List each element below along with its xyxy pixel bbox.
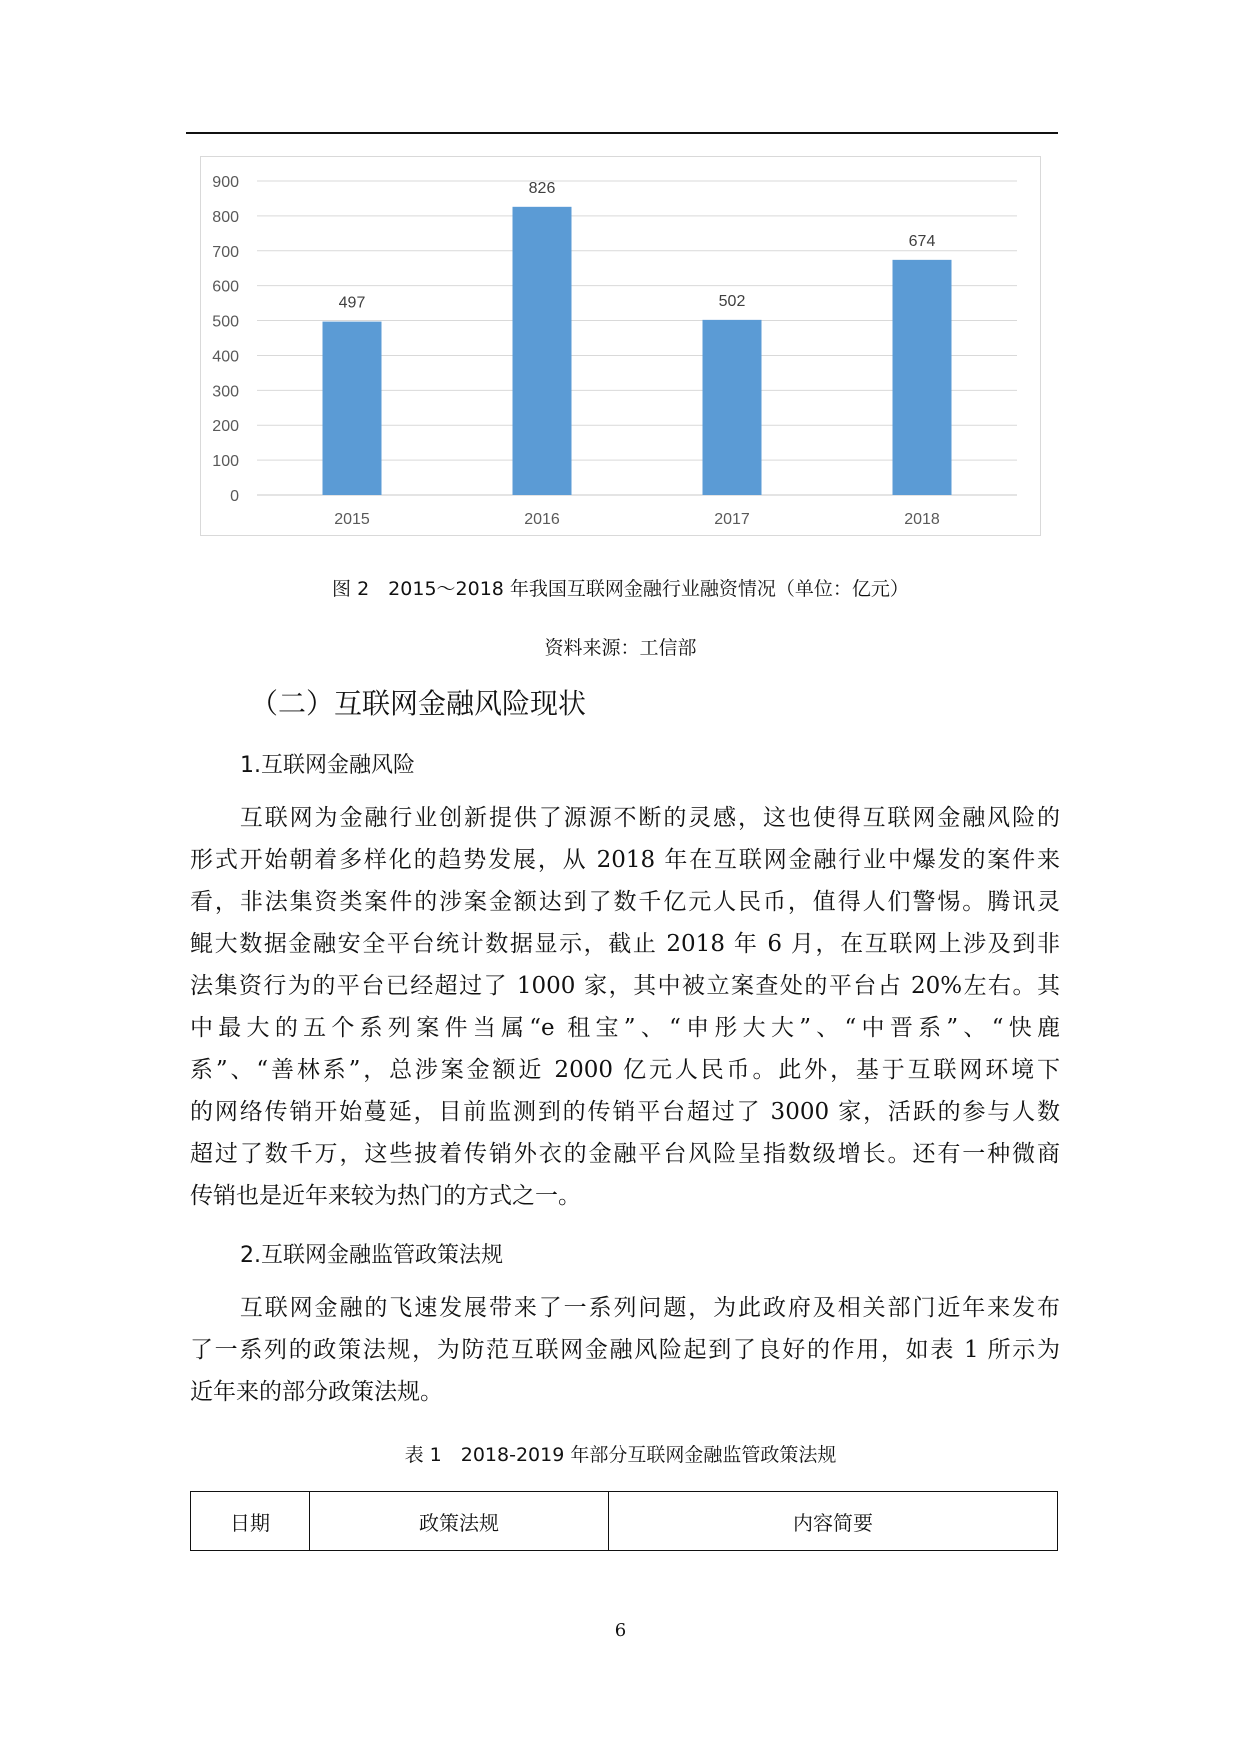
data-label: 497 (338, 294, 366, 312)
page-number: 6 (614, 1620, 627, 1641)
table-header-row (191, 1492, 1058, 1551)
subsection-heading-risk: 1.互联网金融风险 (240, 753, 415, 778)
bar (513, 207, 572, 495)
chart-canvas (201, 157, 1042, 537)
y-tick-label: 100 (212, 453, 239, 471)
paragraph-line: 了一系列的政策法规，为防范互联网金融风险起到了良好的作用，如表 1 所示为 (190, 1337, 1060, 1363)
policy-table (190, 1491, 1058, 1551)
paragraph-line: 的网络传销开始蔓延，目前监测到的传销平台超过了 3000 家，活跃的参与人数 (190, 1099, 1060, 1125)
bar (703, 320, 762, 495)
paragraph-line: 中最大的五个系列案件当属“e 租宝”、“申彤大大”、“中晋系”、“快鹿 (190, 1015, 1060, 1041)
x-tick-label: 2017 (714, 511, 750, 528)
paragraph-line: 近年来的部分政策法规。 (190, 1379, 443, 1405)
x-tick-label: 2018 (904, 511, 940, 528)
bar-chart (200, 156, 1041, 536)
y-tick-label: 600 (212, 278, 239, 296)
figure-source: 资料来源：工信部 (544, 637, 697, 659)
paragraph-regulation (190, 1287, 1060, 1413)
figure-caption: 图 2 2015～2018 年我国互联网金融行业融资情况（单位：亿元） (332, 578, 909, 600)
subsection-heading-regulation: 2.互联网金融监管政策法规 (240, 1243, 503, 1268)
header-rule (186, 132, 1058, 134)
y-tick-label: 200 (212, 418, 239, 436)
paragraph-risk (190, 797, 1060, 1217)
section-heading: （二）互联网金融风险现状 (250, 687, 587, 720)
paragraph-line: 形式开始朝着多样化的趋势发展，从 2018 年在互联网金融行业中爆发的案件来 (190, 847, 1060, 873)
data-label: 674 (908, 232, 936, 250)
paragraph-line: 传销也是近年来较为热门的方式之一。 (190, 1183, 581, 1209)
paragraph-line: 互联网为金融行业创新提供了源源不断的灵感，这也使得互联网金融风险的 (190, 805, 1060, 831)
data-label: 826 (528, 179, 556, 197)
table-caption: 表 1 2018-2019 年部分互联网金融监管政策法规 (404, 1444, 837, 1466)
y-tick-label: 300 (212, 383, 239, 401)
column-header-policy: 政策法规 (310, 1492, 609, 1551)
x-tick-label: 2016 (524, 511, 560, 528)
paragraph-line: 系”、“善林系”，总涉案金额近 2000 亿元人民币。此外，基于互联网环境下 (190, 1057, 1060, 1083)
paragraph-line: 法集资行为的平台已经超过了 1000 家，其中被立案查处的平台占 20%左右。其 (190, 973, 1060, 999)
column-header-date: 日期 (191, 1492, 310, 1551)
bar (893, 260, 952, 495)
paragraph-line: 鲲大数据金融安全平台统计数据显示，截止 2018 年 6 月，在互联网上涉及到非 (190, 931, 1060, 957)
paragraph-line: 互联网金融的飞速发展带来了一系列问题，为此政府及相关部门近年来发布 (190, 1295, 1060, 1321)
data-label: 502 (718, 292, 746, 310)
y-tick-label: 700 (212, 243, 239, 261)
y-tick-label: 500 (212, 313, 239, 331)
column-header-summary: 内容简要 (609, 1492, 1058, 1551)
paragraph-line: 看，非法集资类案件的涉案金额达到了数千亿元人民币，值得人们警惕。腾讯灵 (190, 889, 1060, 915)
y-tick-label: 800 (212, 208, 239, 226)
y-tick-label: 0 (230, 488, 239, 505)
bar (323, 322, 382, 495)
y-tick-label: 900 (212, 174, 239, 191)
paragraph-line: 超过了数千万，这些披着传销外衣的金融平台风险呈指数级增长。还有一种微商 (190, 1141, 1060, 1167)
x-tick-label: 2015 (334, 511, 370, 528)
y-tick-label: 400 (212, 348, 239, 366)
